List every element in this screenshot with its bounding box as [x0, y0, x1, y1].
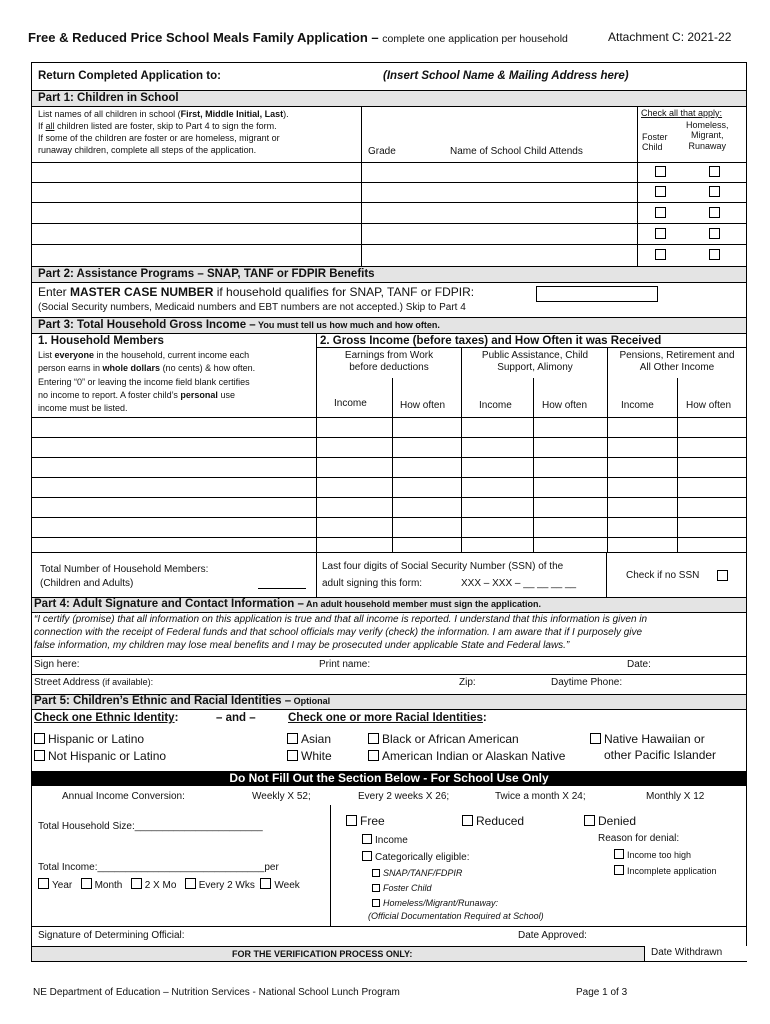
- biweekly-conversion: Every 2 weeks X 26;: [358, 791, 450, 802]
- asian-checkbox[interactable]: [287, 733, 298, 744]
- american-indian-option[interactable]: American Indian or Alaskan Native: [368, 750, 565, 764]
- household-members-title: 1. Household Members: [38, 335, 164, 347]
- date-withdrawn-label: Date Withdrawn: [651, 947, 723, 958]
- incomplete-application-checkbox[interactable]: [614, 865, 624, 875]
- no-ssn-checkbox[interactable]: [717, 570, 728, 581]
- household-member-row[interactable]: [32, 438, 746, 457]
- total-members-input[interactable]: [258, 588, 306, 589]
- denied-option[interactable]: Denied: [584, 815, 636, 829]
- date-approved-label: Date Approved:: [518, 930, 587, 941]
- zip-label: Zip:: [459, 677, 476, 688]
- every-2-weeks-checkbox[interactable]: [185, 878, 196, 889]
- foster-checkbox[interactable]: [655, 166, 666, 177]
- pensions-header: Pensions, Retirement and All Other Income: [619, 350, 735, 373]
- hm-instruction-2: person earns in whole dollars (no cents) & how often.: [38, 363, 256, 373]
- ssn-sublabel: adult signing this form:: [322, 578, 423, 589]
- native-hawaiian-checkbox[interactable]: [590, 733, 601, 744]
- part1-heading: Part 1: Children in School: [38, 92, 179, 104]
- certification-line-3: false information, my children may lose meal benefits and I may be prosecuted under applicable State and Federal laws.”: [34, 640, 570, 651]
- categorical-checkbox[interactable]: [362, 851, 372, 861]
- income-conversion-label: Annual Income Conversion:: [62, 791, 185, 802]
- date-label: Date:: [627, 659, 651, 670]
- household-member-row[interactable]: [32, 458, 746, 477]
- native-hawaiian-option[interactable]: Native Hawaiian or: [590, 733, 705, 747]
- homeless-checkbox[interactable]: [709, 207, 720, 218]
- street-address-field[interactable]: [170, 676, 455, 690]
- signature-field[interactable]: [90, 658, 315, 672]
- foster-checkbox[interactable]: [655, 186, 666, 197]
- foster-child-option[interactable]: Foster Child: [372, 883, 432, 893]
- white-checkbox[interactable]: [287, 750, 298, 761]
- print-name-label: Print name:: [319, 659, 371, 670]
- not-hispanic-option[interactable]: Not Hispanic or Latino: [34, 750, 166, 764]
- income-too-high-checkbox[interactable]: [614, 849, 624, 859]
- free-option[interactable]: Free: [346, 815, 385, 829]
- black-option[interactable]: Black or African American: [368, 733, 519, 747]
- certification-line-1: “I certify (promise) that all information on this application is true and that all income is reported. I understand that this information is given in: [34, 614, 648, 625]
- hm-instruction-3: Entering “0” or leaving the income field blank certifies: [38, 377, 250, 387]
- not-hispanic-checkbox[interactable]: [34, 750, 45, 761]
- part1-instruction-3: If some of the children are foster or are homeless, migrant or: [38, 133, 280, 143]
- racial-identity-label: Check one or more Racial Identities:: [288, 712, 487, 724]
- twice-month-checkbox[interactable]: [131, 878, 142, 889]
- foster-checkbox[interactable]: [655, 249, 666, 260]
- case-number-note: (Social Security numbers, Medicaid numbers and EBT numbers are not accepted.) Skip to Part 4: [38, 302, 466, 313]
- sign-here-label: Sign here:: [34, 659, 80, 670]
- foster-child-checkbox[interactable]: [372, 884, 380, 892]
- form-title: Free & Reduced Price School Meals Family Application – complete one application per household: [28, 30, 568, 45]
- monthly-conversion: Monthly X 12: [646, 791, 705, 802]
- income-col-3: Income: [621, 400, 654, 411]
- native-hawaiian-label-2: other Pacific Islander: [604, 748, 717, 762]
- no-ssn-label: Check if no SSN: [626, 570, 700, 581]
- household-member-row[interactable]: [32, 478, 746, 497]
- homeless-checkbox[interactable]: [709, 166, 720, 177]
- reduced-option[interactable]: Reduced: [462, 815, 524, 829]
- return-label: Return Completed Application to:: [38, 70, 221, 82]
- incomplete-application-option[interactable]: Incomplete application: [614, 865, 717, 876]
- income-frequency-options: Year Month 2 X Mo Every 2 Wks Week: [38, 878, 300, 892]
- income-col-2: Income: [479, 400, 512, 411]
- week-checkbox[interactable]: [260, 878, 271, 889]
- print-name-field[interactable]: [380, 658, 620, 672]
- asian-option[interactable]: Asian: [287, 733, 331, 747]
- hispanic-option[interactable]: Hispanic or Latino: [34, 733, 144, 747]
- snap-checkbox[interactable]: [372, 869, 380, 877]
- month-checkbox[interactable]: [81, 878, 92, 889]
- foster-checkbox[interactable]: [655, 228, 666, 239]
- income-basis-option[interactable]: Income: [362, 834, 408, 847]
- income-col-1: Income: [334, 398, 367, 409]
- foster-header: Foster Child: [642, 132, 668, 153]
- part4-heading: Part 4: Adult Signature and Contact Information – An adult household member must sign the application.: [34, 598, 542, 610]
- foster-checkbox[interactable]: [655, 207, 666, 218]
- public-assistance-header: Public Assistance, Child Support, Alimony: [481, 350, 589, 373]
- official-documentation-note: (Official Documentation Required at School): [368, 911, 544, 921]
- part1-instruction-2: If all children listed are foster, skip to Part 4 to sign the form.: [38, 121, 277, 131]
- how-often-col-1: How often: [400, 400, 446, 411]
- homeless-header: Homeless, Migrant, Runaway: [686, 120, 729, 151]
- ssn-label: Last four digits of Social Security Number (SSN) of the: [322, 561, 564, 572]
- how-often-col-3: How often: [686, 400, 732, 411]
- part1-instruction-4: runaway children, complete all steps of the application.: [38, 145, 257, 155]
- twice-monthly-conversion: Twice a month X 24;: [495, 791, 586, 802]
- check-all-label: Check all that apply:: [641, 108, 723, 118]
- ssn-input[interactable]: XXX – XXX – __ __ __ __: [461, 578, 577, 589]
- hm-instruction-1: List everyone in the household, current income each: [38, 350, 250, 360]
- year-checkbox[interactable]: [38, 878, 49, 889]
- total-household-size[interactable]: Total Household Size:_______________________: [38, 821, 263, 832]
- date-field[interactable]: [660, 658, 745, 672]
- homeless-checkbox[interactable]: [709, 186, 720, 197]
- homeless-checkbox[interactable]: [709, 249, 720, 260]
- white-option[interactable]: White: [287, 750, 332, 764]
- school-address-placeholder: (Insert School Name & Mailing Address here): [383, 70, 629, 82]
- black-checkbox[interactable]: [368, 733, 379, 744]
- weekly-conversion: Weekly X 52;: [252, 791, 311, 802]
- homeless-checkbox[interactable]: [709, 228, 720, 239]
- total-members-label: Total Number of Household Members:: [40, 564, 209, 575]
- household-member-row[interactable]: [32, 498, 746, 517]
- total-members-sublabel: (Children and Adults): [40, 578, 134, 589]
- part3-heading: Part 3: Total Household Gross Income – You must tell us how much and how often.: [38, 319, 440, 331]
- categorical-option[interactable]: Categorically eligible:: [362, 851, 470, 864]
- gross-income-title: 2. Gross Income (before taxes) and How Often it was Received: [320, 335, 662, 347]
- household-member-row[interactable]: [32, 518, 746, 537]
- part2-heading: Part 2: Assistance Programs – SNAP, TANF or FDPIR Benefits: [38, 268, 375, 280]
- part1-instruction-1: List names of all children in school (First, Middle Initial, Last).: [38, 109, 289, 119]
- and-separator: – and –: [216, 712, 256, 724]
- determining-official-label: Signature of Determining Official:: [38, 930, 185, 941]
- phone-label: Daytime Phone:: [551, 677, 623, 688]
- income-too-high-option[interactable]: Income too high: [614, 849, 691, 860]
- attachment-label: Attachment C: 2021-22: [608, 30, 732, 44]
- phone-field[interactable]: [635, 676, 745, 690]
- hm-instruction-5: income must be listed.: [38, 403, 128, 413]
- case-number-label: Enter MASTER CASE NUMBER if household qualifies for SNAP, TANF or FDPIR:: [38, 285, 475, 299]
- american-indian-checkbox[interactable]: [368, 750, 379, 761]
- reduced-checkbox[interactable]: [462, 815, 473, 826]
- total-income-field[interactable]: Total Income:______________________________per: [38, 862, 279, 873]
- part5-heading: Part 5: Children’s Ethnic and Racial Identities – Optional: [34, 695, 331, 707]
- household-member-row[interactable]: [32, 418, 746, 437]
- hispanic-checkbox[interactable]: [34, 733, 45, 744]
- denied-checkbox[interactable]: [584, 815, 595, 826]
- homeless-option[interactable]: Homeless/Migrant/Runaway:: [372, 898, 498, 908]
- homeless-checkbox[interactable]: [372, 899, 380, 907]
- certification-line-2: connection with the receipt of Federal funds and that school officials may verify (check) the information. I am aware that if I purposely give: [34, 627, 643, 638]
- snap-option[interactable]: SNAP/TANF/FDPIR: [372, 868, 462, 878]
- verification-label: FOR THE VERIFICATION PROCESS ONLY:: [232, 949, 413, 959]
- street-address-label: Street Address (if available):: [34, 677, 154, 688]
- case-number-input[interactable]: [536, 286, 658, 302]
- grade-column-header: Grade: [368, 146, 396, 157]
- zip-field[interactable]: [482, 676, 544, 690]
- income-basis-checkbox[interactable]: [362, 834, 372, 844]
- school-column-header: Name of School Child Attends: [450, 146, 583, 157]
- footer-page-number: Page 1 of 3: [576, 987, 628, 998]
- hm-instruction-4: no income to report. A foster child’s personal use: [38, 390, 235, 400]
- footer-department: NE Department of Education – Nutrition Services - National School Lunch Program: [33, 987, 400, 998]
- free-checkbox[interactable]: [346, 815, 357, 826]
- reason-for-denial-label: Reason for denial:: [598, 833, 680, 844]
- earnings-header: Earnings from Work before deductions: [344, 350, 434, 373]
- how-often-col-2: How often: [542, 400, 588, 411]
- ethnic-identity-label: Check one Ethnic Identity:: [34, 712, 179, 724]
- school-use-bar: Do Not Fill Out the Section Below - For School Use Only: [31, 771, 747, 786]
